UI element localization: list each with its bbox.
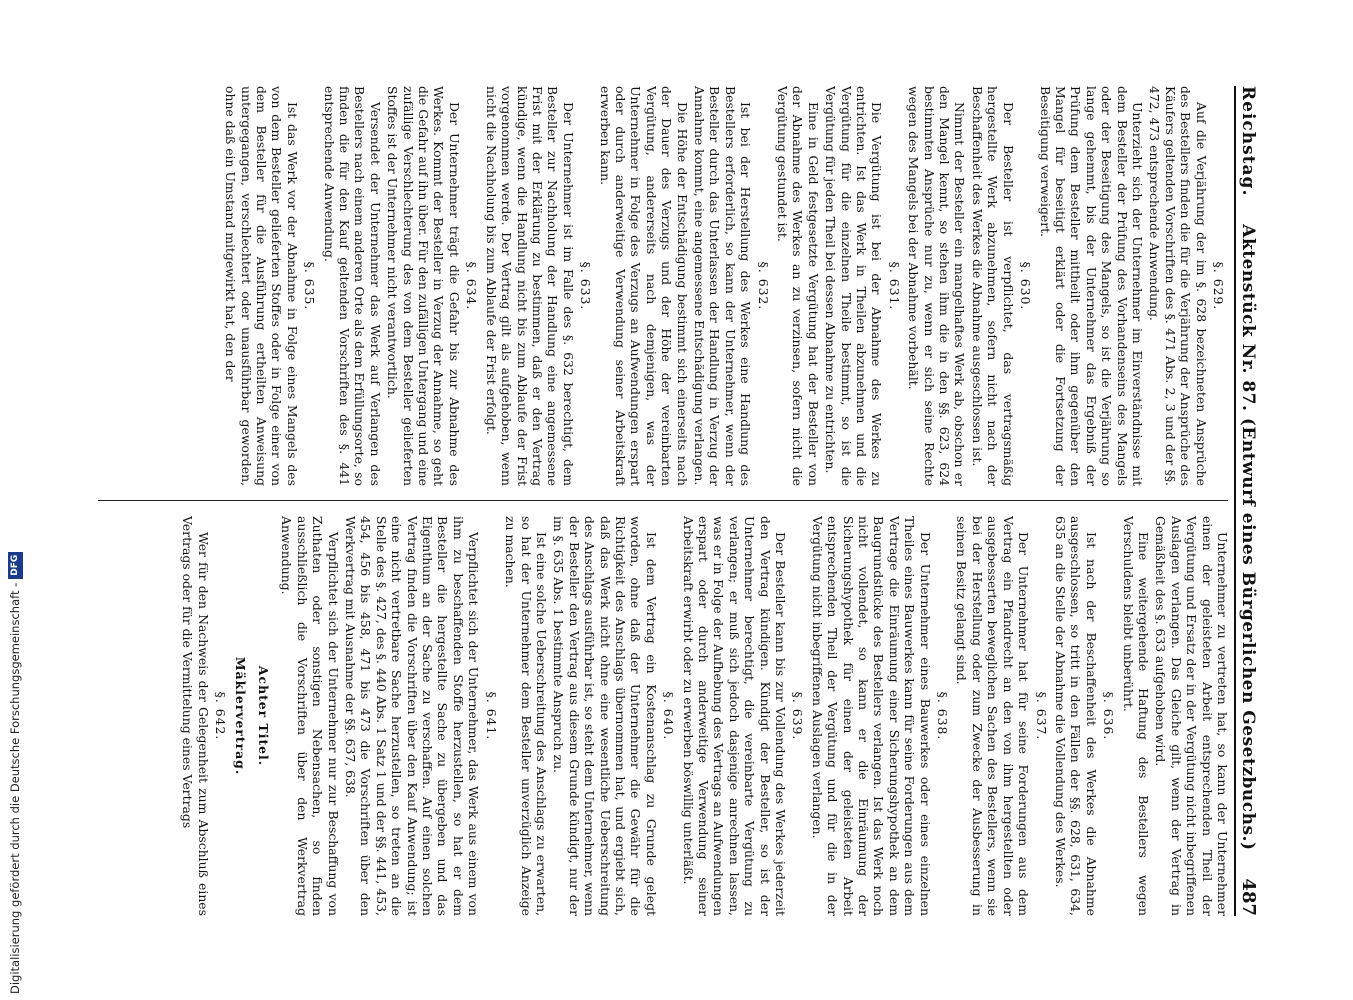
column-divider <box>98 500 1228 501</box>
section-heading: §. 631. <box>886 261 902 311</box>
section-heading: §. 636. <box>1101 691 1117 741</box>
dfg-logo: DFG <box>8 552 23 579</box>
paragraph: Ist das Werk vor der Abnahme in Folge eines Mangels des von dem Besteller gelieferten Stoffes oder in Folge einer von dem Besteller für die Ausführung ertheilten Anweisung untergegangen, verschlechtert oder unausführbar geworden, ohne daß ein Umstand mitgewirkt hat, den der <box>223 86 300 486</box>
section-heading: §. 637. <box>1033 691 1049 741</box>
paragraph: Der Unternehmer hat für seine Forderungen aus dem Vertrag ein Pfandrecht an den von ihm hergestellten oder ausgebesserten beweglichen Sachen des Bestellers, wenn sie bei der Herstellung oder zum Zwecke der Ausbesserung in seinen Besitz gelangt sind. <box>954 516 1032 916</box>
page-number: 487 <box>1238 878 1259 916</box>
section-heading: §. 630. <box>1018 261 1034 311</box>
paragraph: Die Vergütung ist bei der Abnahme des Werkes zu entrichten. Ist das Werk in Theilen abzunehmen und die Vergütung für die einzelnen Theile bestimmt, so ist die Vergütung für jeden Theil bei dessen Abnahme zu entrichten. <box>823 86 885 486</box>
section-heading: §. 640. <box>661 691 677 741</box>
scanned-page <box>88 86 1276 916</box>
paragraph: Der Unternehmer trägt die Gefahr bis zur Abnahme des Werkes. Kommt der Besteller in Verzug der Annahme, so geht die Gefahr auf ihn über. Für den zufälligen Untergang und eine zufällige Verschlechterung des von dem Besteller gelieferten Stoffes ist der Unternehmer nicht verantwortlich. <box>385 86 462 486</box>
paragraph: Verpflichtet sich der Unternehmer nur zur Beschaffung von Zuthaten oder sonstigen Nebensachen, so finden ausschließlich die Vorschriften über den Werkvertrag Anwendung. <box>279 516 341 916</box>
section-heading: §. 638. <box>935 691 951 741</box>
footer-credit <box>6 4 24 994</box>
paragraph: Der Unternehmer ist im Falle des §. 632 berechtigt, dem Besteller zur Nachholung der Handlung eine angemessene Frist mit der Erklärung zu bestimmen, daß er den Vertrag kündige, wenn die Handlung nicht bis zum Ablaufe der Frist vorgenommen werde. Der Vertrag gilt als aufgehoben, wenn nicht die Nachholung bis zum Ablaufe der Frist erfolgt. <box>483 86 576 486</box>
footer-text: Digitalisierung gefördert durch die Deutsche Forschungsgemeinschaft - <box>8 582 22 994</box>
paragraph: Ist dem Vertrag ein Kostenanschlag zu Grunde gelegt worden, ohne daß der Unternehmer die Gewähr für die Richtigkeit des Anschlags übernommen hat, und ergiebt sich, daß das Werk nicht ohne eine wesentliche Ueberschreitung des Anschlags ausführbar ist, so steht dem Unternehmer, wenn der Besteller den Vertrag aus diesem Grunde kündigt, nur der im §. 635 Abs. 1 bestimmte Anspruch zu. <box>551 516 659 916</box>
paragraph: Eine in Geld festgesetzte Vergütung hat der Besteller von der Abnahme des Werkes an zu verzinsen, sofern nicht die Vergütung gestundet ist. <box>775 86 821 486</box>
section-heading: §. 642. <box>213 691 229 741</box>
paragraph: Verpflichtet sich der Unternehmer, das Werk aus einem von ihm zu beschaffenden Stoffe herzustellen, so hat er dem Besteller die hergestellte Sache zu übergeben und das Eigenthum an der Sache zu verschaffen. Auf einen solchen Vertrag finden die Vorschriften über den Kauf Anwendung; ist eine nicht vertretbare Sache herzustellen, so treten an die Stelle des §. 427, des §. 440 Abs. 1 Satz 1 und der §§. 441, 453, 454, 456 bis 458, 471 bis 473 die Vorschriften über den Werkvertrag mit Ausnahme der §§. 637, 638. <box>343 516 482 916</box>
paragraph: Versendet der Unternehmer das Werk auf Verlangen des Bestellers nach einem anderen Orte als dem Erfüllungsorte, so finden die für den Kauf geltenden Vorschriften des §. 441 entsprechende Anwendung. <box>321 86 383 486</box>
section-heading: §. 641. <box>483 691 499 741</box>
section-heading: §. 633. <box>578 261 594 311</box>
text-column-right <box>90 516 1230 916</box>
header-left: Reichstag. <box>1238 86 1258 197</box>
paragraph: Der Unternehmer eines Bauwerkes oder eines einzelnen Theiles eines Bauwerkes kann für seine Forderungen aus dem Vertrage die Einräumung einer Sicherungshypothek an dem Baugrundstücke des Bestellers verlangen. Ist das Werk noch nicht vollendet, so kann er die Einräumung der Sicherungshypothek für einen der geleisteten Arbeit entsprechenden Theil der Vergütung und für die in der Vergütung nicht inbegriffenen Auslagen verlangen. <box>809 516 933 916</box>
paragraph: Der Besteller ist verpflichtet, das vertragsmäßig hergestellte Werk abzunehmen, sofern nicht nach der Beschaffenheit des Werkes die Abnahme ausgeschlossen ist. <box>969 86 1016 486</box>
page-content <box>88 86 1276 916</box>
text-column-left <box>90 86 1230 486</box>
header-title: Aktenstück Nr. 87. (Entwurf eines Bürgerlichen Gesetzbuchs.) <box>1238 224 1258 851</box>
paragraph: Unterzieht sich der Unternehmer im Einverständnisse mit dem Besteller der Prüfung des Vorhandenseins des Mangels oder der Beseitigung des Mangels, so ist die Verjährung so lange gehemmt, bis der Unternehmer das Ergebniß der Prüfung dem Besteller mittheilt oder ihm gegenüber den Mangel für beseitigt erklärt oder die Fortsetzung der Beseitigung verweigert. <box>1037 86 1145 486</box>
paragraph: Nimmt der Besteller ein mangelhaftes Werk ab, obschon er den Mangel kennt, so stehen ihm die in den §§. 623, 624 bestimmten Ansprüche nur zu, wenn er sich seine Rechte wegen des Mangels bei der Abnahme vorbehält. <box>906 86 968 486</box>
paragraph: Die Höhe der Entschädigung bestimmt sich einerseits nach der Dauer des Verzugs und der Höhe der vereinbarten Vergütung, andererseits nach demjenigen, was der Unternehmer in Folge des Verzugs an Aufwendungen erspart oder durch anderweitige Verwendung seiner Arbeitskraft erwerben kann. <box>597 86 690 486</box>
section-heading: §. 639. <box>790 691 806 741</box>
paragraph: Eine weitergehende Haftung des Bestellers wegen Verschuldens bleibt unberührt. <box>1120 516 1151 916</box>
paragraph: Der Besteller kann bis zur Vollendung des Werkes jederzeit den Vertrag kündigen. Kündigt der Besteller, so ist der Unternehmer berechtigt, die vereinbarte Vergütung zu verlangen; er muß sich jedoch dasjenige anrechnen lassen, was er in Folge der Aufhebung des Vertrags an Aufwendungen erspart oder durch anderweitige Verwendung seiner Arbeitskraft erwirbt oder zu erwerben böswillig unterläßt. <box>680 516 789 916</box>
paragraph: Ist nach der Beschaffenheit des Werkes die Abnahme ausgeschlossen, so tritt in den Fällen der §§. 628, 631, 634, 635 an die Stelle der Abnahme die Vollendung des Werkes. <box>1052 516 1099 916</box>
section-heading: §. 634. <box>464 261 480 311</box>
section-heading: §. 632. <box>755 261 771 311</box>
paragraph: Ist bei der Herstellung des Werkes eine Handlung des Bestellers erforderlich, so kann der Unternehmer, wenn der Besteller durch das Unterlassen der Handlung in Verzug der Annahme kommt, eine angemessene Entschädigung verlangen. <box>692 86 754 486</box>
chapter-title: Mäklervertrag. <box>232 656 248 776</box>
footer-strip <box>0 0 30 1000</box>
section-heading: §. 635. <box>302 261 318 311</box>
chapter-title: Achter Titel. <box>256 665 272 767</box>
section-heading: §. 629. <box>1211 261 1226 311</box>
paragraph: Auf die Verjährung der im §. 628 bezeichneten Ansprüche des Bestellers finden die für die Verjährung der Ansprüche des Käufers geltenden Vorschriften des §. 471 Abs. 2, 3 und der §§. 472, 473 entsprechende Anwendung. <box>1147 86 1209 486</box>
running-header <box>1234 86 1276 916</box>
paragraph: Ist eine solche Ueberschreitung des Anschlags zu erwarten, so hat der Unternehmer dem Besteller unverzüglich Anzeige zu machen. <box>503 516 549 916</box>
paragraph: Unternehmer zu vertreten hat, so kann der Unternehmer einen der geleisteten Arbeit entsprechenden Theil der Vergütung und Ersatz der in der Vergütung nicht inbegriffenen Auslagen verlangen. Das Gleiche gilt, wenn der Vertrag in Gemäßheit des §. 633 aufgehoben wird. <box>1153 516 1230 916</box>
paragraph: Wer für den Nachweis der Gelegenheit zum Abschluß eines Vertrags oder für die Vermittelung eines Vertrags <box>180 516 211 916</box>
